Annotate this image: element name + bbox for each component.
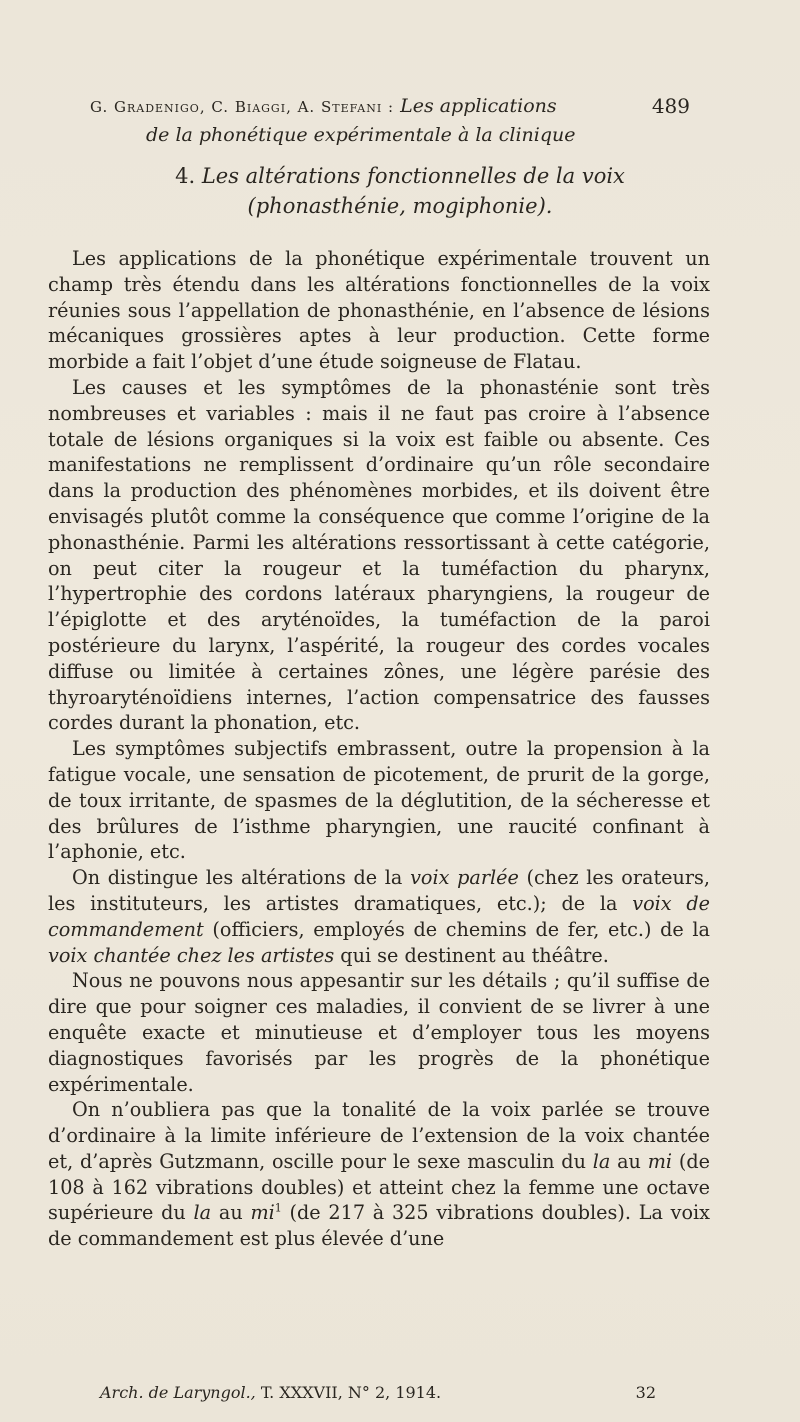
header-title-part1: Les applications	[400, 95, 557, 117]
page-footer	[100, 1382, 656, 1404]
body-text	[48, 246, 710, 1252]
p4-text-a: On distingue les altérations de la	[72, 866, 411, 890]
p4-emph-voix-chantee: voix chantée chez les artistes	[48, 943, 335, 967]
footer-sheet-number: 32	[635, 1383, 656, 1402]
section-title-line2: (phonasthénie, mogiphonie).	[247, 194, 553, 218]
section-heading-line-1	[0, 161, 800, 191]
section-number: 4.	[175, 164, 196, 188]
paragraph-4	[48, 865, 710, 968]
header-line-1	[90, 92, 690, 121]
p4-emph-voix-commandement: voix de commandement	[48, 891, 710, 941]
paragraph-5: Nous ne pouvons nous appesantir sur les détails ; qu’il suffise de dire que pour soigner ces maladies, il convient de se livrer à une enquête exacte et minutieuse et d’employer tous les moyens diagnostiques favorisés par les progrès de la phonétique expérimentale.	[48, 969, 710, 1096]
p4-text-c: (chez les orateurs, les instituteurs, les artistes dramatiques, etc.); de la	[48, 866, 710, 915]
footer-journal: Arch. de Laryngol.,	[100, 1383, 256, 1402]
header-authors: G. Gradenigo, C. Biaggi, A. Stefani :	[90, 98, 395, 116]
p4-text-e: (officiers, employés de chemins de fer, etc.) de la	[203, 917, 710, 941]
p6-emph-mi-1: mi	[647, 1149, 673, 1173]
footer-volume: T. XXXVII, N° 2, 1914.	[255, 1383, 442, 1402]
p6-text-e: (de 108 à 162 vibrations doubles) et atteint chez la femme une octave supérieure du	[48, 1149, 710, 1225]
running-header	[90, 92, 690, 149]
paragraph-3: Les symptômes subjectifs embrassent, outre la propension à la fatigue vocale, une sensation de picotement, de prurit de la gorge, de toux irritante, de spasmes de la déglutition, de la sécheresse et des brûlures de l’isthme pharyngien, une raucité confinant à l’aphonie, etc.	[48, 737, 710, 864]
section-title-line1: Les altérations fonctionnelles de la voix	[201, 164, 625, 188]
p6-emph-mi-2: mi	[250, 1201, 275, 1225]
p4-emph-voix-parlee: voix parlée	[410, 866, 519, 890]
p6-text-c: au	[610, 1149, 648, 1173]
paragraph-1: Les applications de la phonétique expérimentale trouvent un champ très étendu dans les altérations fonctionnelles de la voix réunies sous l’appellation de phonasthénie, en l’absence de lésions mécaniques grossières aptes à leur production. Cette forme morbide a fait l’objet d’une étude soigneuse de Flatau.	[48, 247, 710, 374]
section-heading	[0, 161, 800, 221]
paragraph-2: Les causes et les symptômes de la phonasténie sont très nombreuses et variables : mais il ne faut pas croire à l’absence totale de lésions organiques si la voix est faible ou absente. Ces manifestations ne remplissent d’ordinaire qu’un rôle secondaire dans la production des phénomènes morbides, et ils doivent être envisagés plutôt comme la conséquence que comme l’origine de la phonasthénie. Parmi les altérations ressortissant à cette catégorie, on peut citer la rougeur et la tuméfaction du pharynx, l’hypertrophie des cordons latéraux pharyngiens, la rougeur de l’épiglotte et des aryténoïdes, la tuméfaction de la paroi postérieure du larynx, l’aspérité, la rougeur des cordes vocales diffuse ou limitée à certaines zônes, une légère parésie des thyroaryténoïdiens internes, l’action compensatrice des fausses cordes durant la phonation, etc.	[48, 375, 710, 735]
p6-text-i: (de 217 à 325 vibrations doubles). La voix de commandement est plus élevée d’une	[48, 1201, 711, 1251]
p4-text-g: qui se destinent au théâtre.	[334, 943, 609, 967]
p6-text-g: au	[211, 1201, 251, 1225]
header-title-part2: de la phonétique expérimentale à la clinique	[146, 124, 576, 146]
footnote-marker-1: 1	[274, 1202, 282, 1216]
p6-emph-la-1: la	[592, 1149, 611, 1173]
p6-text-a: On n’oubliera pas que la tonalité de la voix parlée se trouve d’ordinaire à la limite inférieure de l’extension de la voix chantée et, d’après Gutzmann, oscille pour le sexe masculin du	[48, 1098, 710, 1173]
p6-emph-la-2: la	[193, 1201, 212, 1225]
paragraph-6	[48, 1097, 710, 1252]
page-number: 489	[651, 94, 690, 118]
